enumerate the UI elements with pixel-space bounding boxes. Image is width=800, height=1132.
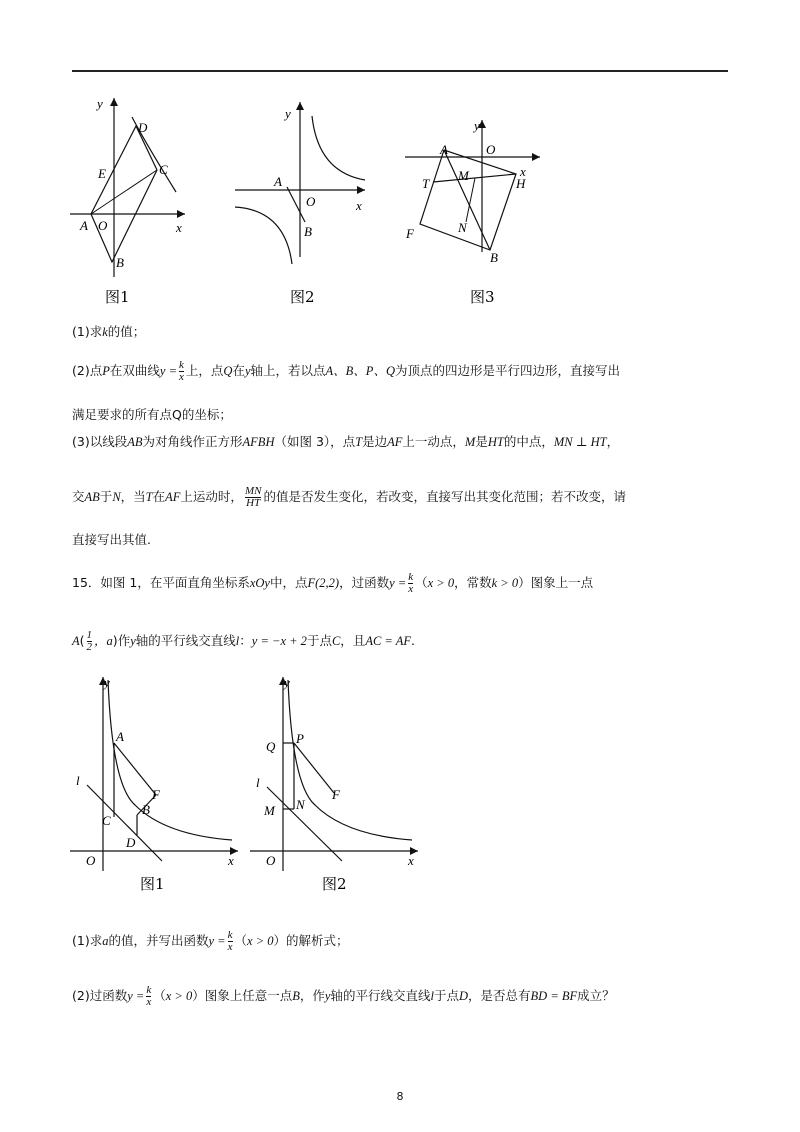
fig2-caption: 图2 bbox=[290, 288, 315, 306]
fig3-x-label: x bbox=[520, 164, 526, 179]
page-number: 8 bbox=[396, 1090, 404, 1103]
fig1-D-label: D bbox=[138, 120, 148, 135]
q15f2-Q-label: Q bbox=[266, 739, 276, 754]
fraction-mn-over-ht: $\frac{MN}{HT}$ bbox=[244, 485, 262, 509]
fig3-O-label: O bbox=[486, 142, 496, 157]
q15-stem-line2: A( $\frac{1}{2}$ ，a)作y轴的平行线交直线l：y = −x + 2于点C，且AC = AF. bbox=[72, 629, 415, 653]
fig3-N-label: N bbox=[458, 220, 467, 235]
q15f1-F-label: F bbox=[152, 787, 160, 802]
q15-figure-1 bbox=[70, 675, 245, 895]
q15f1-y-label: y bbox=[104, 675, 110, 690]
fig3-F-label: F bbox=[406, 226, 414, 241]
q14-part2-cont: 满足要求的所有点Q的坐标； bbox=[72, 407, 232, 422]
q15-part2: (2)过函数y = $\frac{k}{x}$ （x > 0）图象上任意一点B，作y轴的平行线交直线l于点D，是否总有BD = BF成立？ bbox=[72, 984, 615, 1008]
fig1-A-label: A bbox=[80, 218, 88, 233]
q14-part3-end: 直接写出其值. bbox=[72, 532, 151, 547]
fig2-y-label: y bbox=[285, 106, 291, 121]
fig1-O-label: O bbox=[98, 218, 108, 233]
q15f1-D-label: D bbox=[126, 835, 136, 850]
fig3-A-label: A bbox=[440, 142, 448, 157]
q15f1-B-label: B bbox=[142, 802, 150, 817]
fig3-B-label: B bbox=[490, 250, 498, 265]
fig2-A-label: A bbox=[274, 174, 282, 189]
q15f1-O-label: O bbox=[86, 853, 96, 868]
q15f2-P-label: P bbox=[296, 731, 304, 746]
q15f2-y-label: y bbox=[284, 675, 290, 690]
fraction-one-half: $\frac{1}{2}$ bbox=[86, 629, 93, 653]
q14-part3: (3)以线段AB为对角线作正方形AFBH（如图 3），点T是边AF上一动点，M是HT的中点，MN ⊥ HT， bbox=[72, 434, 620, 449]
fig1-B-label: B bbox=[116, 255, 124, 270]
fig3-T-label: T bbox=[422, 176, 430, 191]
q15f2-N-label: N bbox=[296, 797, 305, 812]
fig3-M-label: M bbox=[458, 168, 469, 183]
fraction-k-over-x-2: $\frac{k}{x}$ bbox=[408, 571, 414, 595]
q14-part3-cont: 交AB于N，当T在AF上运动时， $\frac{MN}{HT}$ 的值是否发生变化，若改变，直接写出其变化范围；若不改变，请 bbox=[72, 485, 626, 509]
fig1-y-label: y bbox=[97, 96, 103, 111]
fig2-O-label: O bbox=[306, 194, 316, 209]
q15f2-x-label: x bbox=[408, 853, 414, 868]
fraction-k-over-x: $\frac{k}{x}$ bbox=[179, 359, 184, 383]
q14-part2: (2)点P在双曲线y = $\frac{k}{x}$ 上，点Q在y轴上，若以点A、B、P、Q为顶点的四边形是平行四边形，直接写出 bbox=[72, 359, 620, 383]
figure-1-top bbox=[70, 92, 200, 307]
fig1-caption: 图1 bbox=[105, 288, 130, 306]
fig2-x-label: x bbox=[356, 198, 362, 213]
figure-3-top bbox=[400, 92, 550, 307]
q15f1-l-label: l bbox=[76, 773, 80, 788]
fig1-E-label: E bbox=[98, 166, 106, 181]
fraction-k-over-x-4: $\frac{k}{x}$ bbox=[146, 984, 152, 1008]
fig1-C-label: C bbox=[159, 162, 168, 177]
fig3-y-label: y bbox=[474, 118, 480, 133]
fig1-x-label: x bbox=[176, 220, 182, 235]
figure-2-top bbox=[230, 92, 380, 307]
q15f1-C-label: C bbox=[102, 813, 111, 828]
q15f2-F-label: F bbox=[332, 787, 340, 802]
q15-stem-line1: 15．如图 1，在平面直角坐标系xOy中，点F(2,2)，过函数y = $\frac{k}{x}$ （x > 0，常数k > 0）图象上一点 bbox=[72, 571, 594, 595]
q14-part1: (1)求k的值； bbox=[72, 324, 146, 339]
q15f2-M-label: M bbox=[264, 803, 275, 818]
fig3-H-label: H bbox=[516, 176, 526, 191]
fig2-B-label: B bbox=[304, 224, 312, 239]
q15f1-x-label: x bbox=[228, 853, 234, 868]
q15f2-l-label: l bbox=[256, 775, 260, 790]
q15-figure-2 bbox=[250, 675, 425, 895]
q15f1-A-label: A bbox=[116, 729, 124, 744]
fig3-caption: 图3 bbox=[470, 288, 495, 306]
q15f2-O-label: O bbox=[266, 853, 276, 868]
header-rule bbox=[72, 70, 728, 72]
fraction-k-over-x-3: $\frac{k}{x}$ bbox=[227, 929, 233, 953]
q15f1-caption: 图1 bbox=[140, 875, 165, 893]
q15f2-caption: 图2 bbox=[322, 875, 347, 893]
q15-part1: (1)求a的值，并写出函数y = $\frac{k}{x}$ （x > 0）的解析式； bbox=[72, 929, 349, 953]
